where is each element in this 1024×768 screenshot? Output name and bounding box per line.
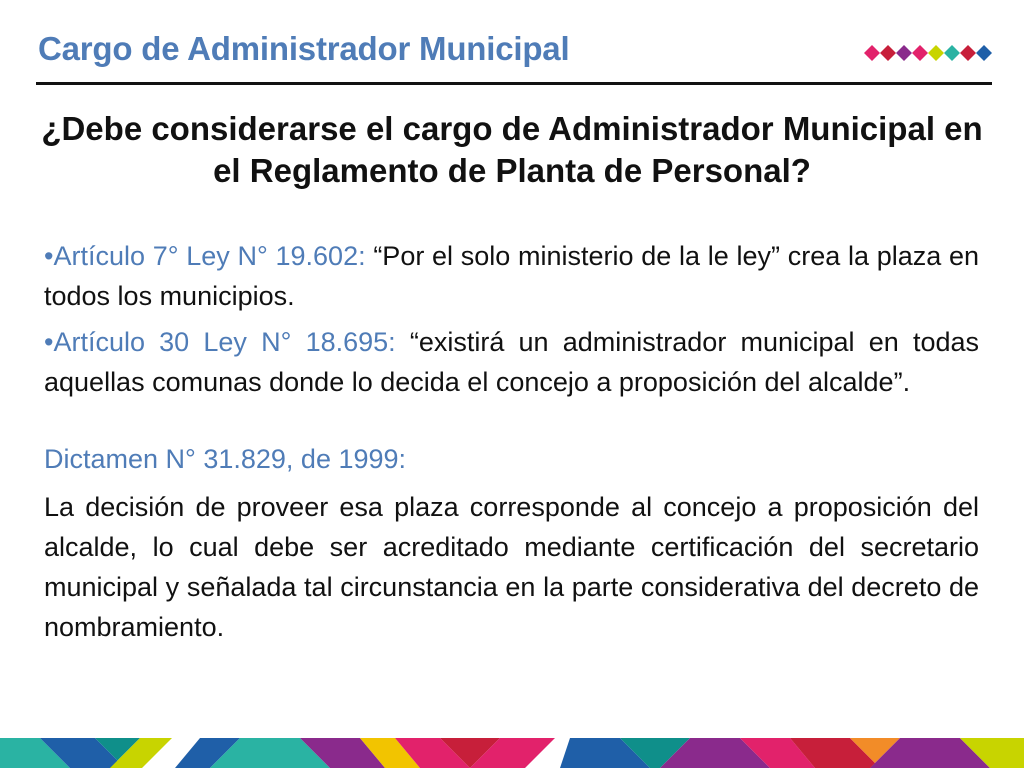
article-7-reference: Artículo 7° Ley N° 19.602: xyxy=(53,241,366,271)
bullet-marker: • xyxy=(44,327,54,357)
decorative-color-band xyxy=(0,738,1024,768)
article-30-text: “existirá un administrador municipal en todas aquellas comunas donde lo decida el concejo a proposición del alcalde”. xyxy=(44,327,979,397)
bullet-marker: • xyxy=(44,241,54,271)
bullet-article-30 xyxy=(44,322,979,402)
slide-body xyxy=(44,236,979,647)
page-title: Cargo de Administrador Municipal xyxy=(38,30,570,67)
slide-question: ¿Debe considerarse el cargo de Administrador Municipal en el Reglamento de Planta de Personal? xyxy=(41,110,983,189)
header-divider xyxy=(36,82,992,85)
dictamen-heading: Dictamen N° 31.829, de 1999: xyxy=(44,444,407,474)
article-30-reference: Artículo 30 Ley N° 18.695: xyxy=(53,327,396,357)
colored-diamonds-icon xyxy=(864,43,994,63)
dictamen-text: La decisión de proveer esa plaza corresponde al concejo a proposición del alcalde, lo cual debe ser acreditado mediante certificación del secretario municipal y señalada tal circunstancia en la parte considerativa del decreto de nombramiento. xyxy=(44,492,979,642)
bullet-article-7 xyxy=(44,236,979,316)
article-7-text: “Por el solo ministerio de la le ley” crea la plaza en todos los municipios. xyxy=(44,241,979,311)
